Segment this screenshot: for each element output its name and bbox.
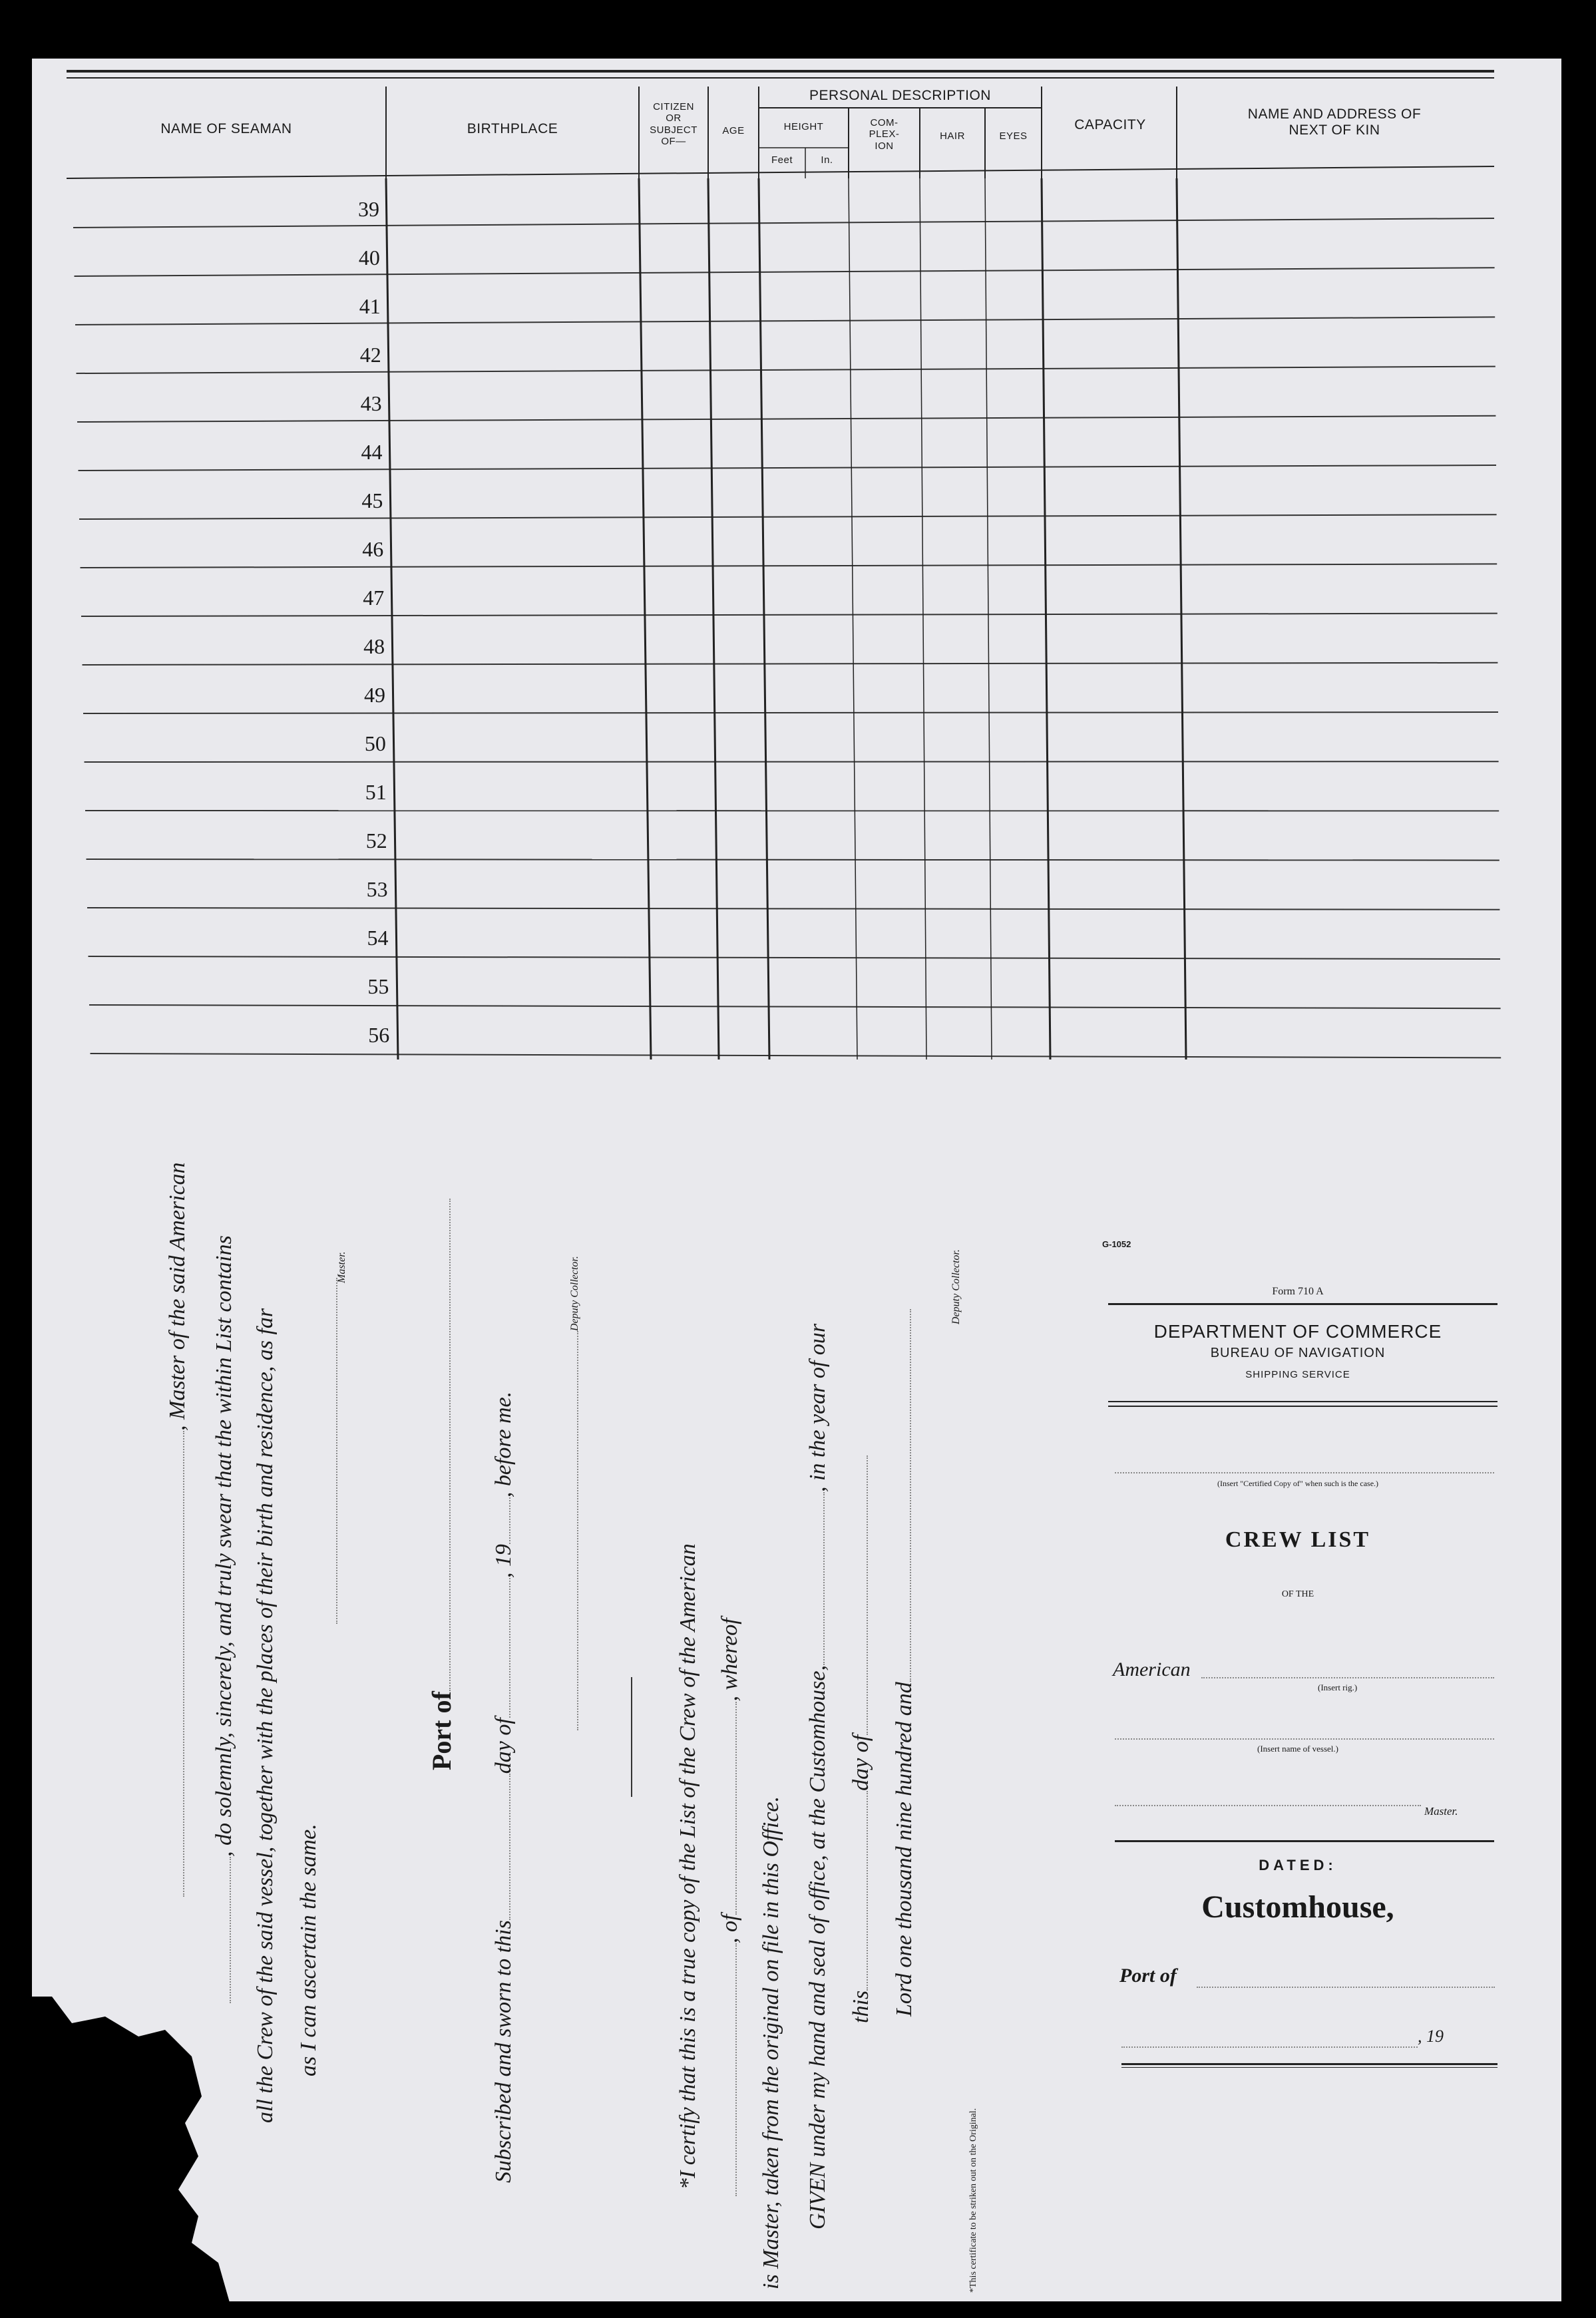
master-label: Master.	[336, 1251, 347, 1283]
header-feet: Feet	[771, 154, 793, 166]
form-number: Form 710 A	[1272, 1286, 1324, 1297]
oath-line-3: all the Crew of the said vessel, together with the places of their birth and residence, as far	[253, 1308, 278, 2123]
row-number: 43	[360, 391, 382, 415]
header-birthplace: BIRTHPLACE	[467, 121, 558, 136]
table-row-line	[77, 367, 1496, 373]
department-title: DEPARTMENT OF COMMERCE	[1153, 1321, 1442, 1342]
date-cover-line	[1121, 2046, 1418, 2048]
header-age: AGE	[722, 125, 745, 136]
certificate-line-3: GIVEN under my hand and seal of office, at the Customhouse,, in the year of our	[805, 1323, 830, 2229]
dated-label: DATED:	[1259, 1857, 1337, 1873]
table-column-line	[1042, 178, 1050, 1060]
row-number: 45	[361, 488, 383, 512]
row-number: 54	[367, 926, 389, 950]
american-label: American	[1113, 1658, 1191, 1680]
deputy-collector-signature-line	[570, 1331, 582, 1730]
table-column-line	[920, 178, 926, 1060]
torn-corner	[32, 1997, 351, 2309]
row-number: 50	[364, 731, 386, 755]
certificate-line-2: is Master, taken from the original on file in this Office.	[759, 1796, 783, 2289]
header-name-of-seaman: NAME OF SEAMAN	[160, 121, 292, 136]
form-code: G-1052	[1102, 1239, 1131, 1249]
header-hair: HAIR	[940, 130, 965, 142]
vessel-name-line	[1115, 1738, 1494, 1740]
certificate-line-1: *I certify that this is a true copy of the List of the Crew of the American	[676, 1543, 700, 2190]
row-number: 53	[366, 877, 388, 901]
table-column-line	[759, 178, 769, 1060]
header-height: HEIGHT	[783, 121, 824, 132]
table-row-line	[79, 465, 1497, 471]
table-row-line	[83, 712, 1498, 713]
master-name-line	[1115, 1805, 1421, 1806]
certified-copy-line	[1115, 1472, 1494, 1473]
header-citizen: CITIZEN OR SUBJECT OF—	[650, 101, 698, 147]
cover-rule-top	[1108, 1303, 1497, 1305]
year-cover-label: , 19	[1418, 2027, 1444, 2046]
row-number: 47	[363, 586, 385, 610]
row-number: 44	[361, 440, 383, 464]
cover-rule-3	[1108, 1406, 1497, 1407]
cover-rule-2	[1108, 1401, 1497, 1402]
certificate-footnote: *This certificate to be striken out on the Original.	[968, 2108, 978, 2293]
header-personal-description: PERSONAL DESCRIPTION	[809, 88, 991, 103]
table-column-line	[985, 178, 992, 1060]
cover-rule-4	[1115, 1840, 1494, 1842]
customhouse-label: Customhouse,	[1201, 1889, 1394, 1925]
cover-rule-bottom	[1121, 2063, 1497, 2065]
table-row-line	[89, 956, 1501, 959]
port-of-label: Port of	[426, 1199, 457, 1770]
table-row-line	[79, 514, 1497, 519]
row-number: 51	[365, 780, 387, 804]
port-of-cover-label: Port of	[1119, 1965, 1177, 1987]
table-row-line	[81, 614, 1497, 616]
table-row-line	[75, 317, 1495, 325]
oath-line-4: as I can ascertain the same.	[296, 1824, 321, 2076]
table-row-line	[89, 1005, 1501, 1008]
table-row-line	[81, 564, 1497, 568]
certificate-line-4: Lord one thousand nine hundred and	[892, 1309, 917, 2017]
deputy-collector-label-2: Deputy Collector.	[950, 1249, 962, 1324]
table-row-line	[77, 416, 1496, 422]
port-cover-line	[1197, 1987, 1495, 1988]
master-cover-label: Master.	[1424, 1805, 1458, 1818]
table-row-line	[83, 663, 1498, 665]
table-column-line	[849, 178, 857, 1060]
row-number: 40	[358, 246, 380, 270]
table-row-line	[87, 859, 1499, 861]
table-column-line	[1177, 178, 1186, 1060]
table-column-line	[708, 178, 719, 1060]
table-row-line	[87, 908, 1499, 910]
table-row-line	[85, 761, 1499, 762]
row-number: 56	[368, 1023, 390, 1047]
header-eyes: EYES	[999, 130, 1028, 142]
divider	[631, 1677, 632, 1797]
crew-list-title: CREW LIST	[1225, 1527, 1371, 1552]
row-number: 39	[358, 197, 379, 221]
table-row-line	[75, 268, 1495, 276]
table-row-line	[91, 1054, 1501, 1058]
deputy-collector-label-1: Deputy Collector.	[569, 1256, 580, 1331]
header-complexion: COM- PLEX- ION	[869, 117, 900, 152]
of-the-label: OF THE	[1281, 1589, 1314, 1599]
row-number: 42	[359, 343, 381, 367]
insert-certified-note: (Insert "Certified Copy of" when such is the case.)	[1217, 1479, 1379, 1488]
row-number: 41	[359, 294, 381, 318]
oath-line-2: , do solemnly, sincerely, and truly swear that the within List contains	[212, 1235, 237, 2003]
table-row-line	[73, 218, 1494, 228]
oath-line-1: , Master of the said American	[165, 1162, 190, 1897]
master-signature-line	[329, 1278, 341, 1624]
cover-rule-bottom-2	[1121, 2067, 1497, 2068]
row-number: 55	[367, 974, 389, 998]
insert-rig-note: (Insert rig.)	[1318, 1682, 1358, 1692]
row-number: 49	[364, 683, 385, 707]
header-capacity: CAPACITY	[1074, 117, 1146, 132]
subscribed-line: Subscribed and sworn to thisday of, 19, before me.	[491, 1391, 516, 2183]
certificate-of-whereof: , of, whereof	[717, 1618, 743, 2196]
header-next-of-kin: NAME AND ADDRESS OF NEXT OF KIN	[1247, 106, 1422, 138]
service-title: SHIPPING SERVICE	[1245, 1369, 1350, 1380]
certificate-this-day: thisday of	[849, 1455, 874, 2023]
row-number: 46	[362, 537, 384, 561]
rig-line	[1201, 1677, 1494, 1678]
row-number: 48	[363, 634, 385, 658]
bureau-title: BUREAU OF NAVIGATION	[1210, 1346, 1386, 1360]
table-column-line	[639, 178, 651, 1060]
insert-vessel-note: (Insert name of vessel.)	[1257, 1744, 1338, 1754]
row-number: 52	[365, 829, 387, 853]
header-inches: In.	[821, 154, 833, 166]
